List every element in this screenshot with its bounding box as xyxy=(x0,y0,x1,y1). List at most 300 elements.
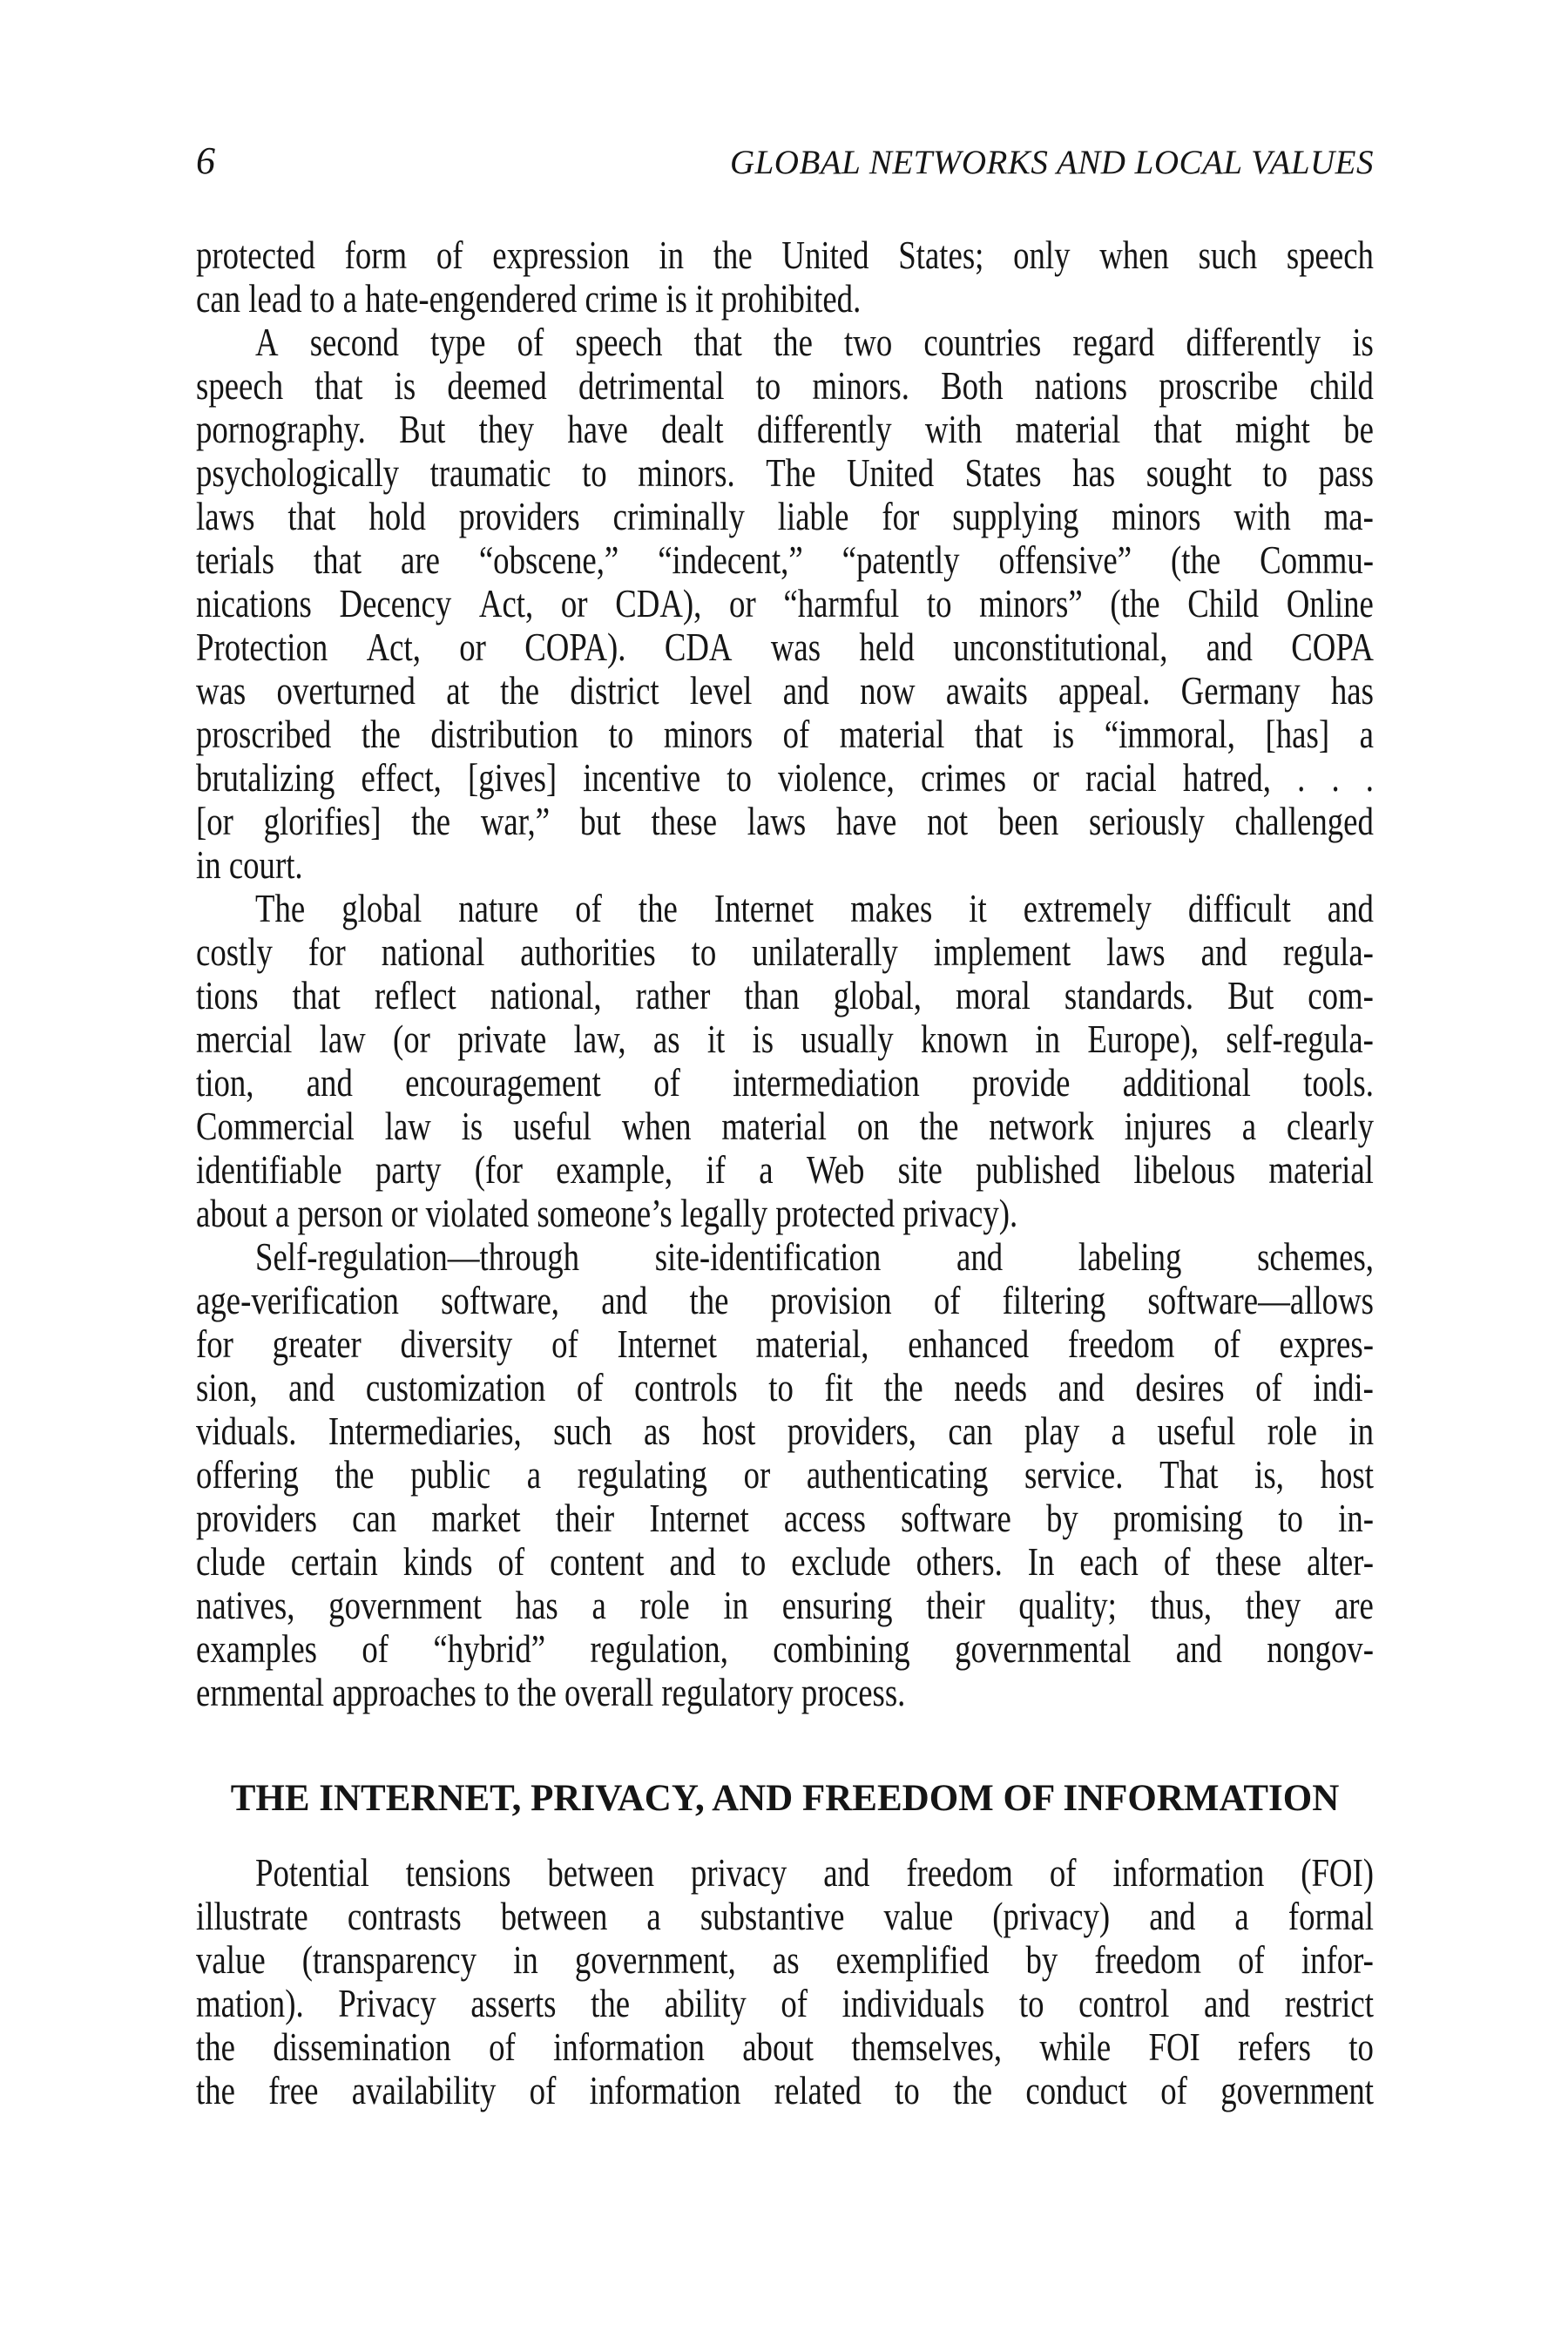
word: pornography. xyxy=(196,407,366,451)
word: useful xyxy=(1157,1409,1236,1453)
word: and xyxy=(823,1850,870,1895)
word: clude xyxy=(196,1539,266,1584)
word: criminally xyxy=(612,494,745,538)
word: regulation, xyxy=(590,1626,728,1671)
word: is, xyxy=(1254,1452,1284,1497)
word: and xyxy=(1175,1626,1222,1671)
text-line xyxy=(196,2025,1374,2069)
word: can xyxy=(352,1496,397,1540)
word: speech xyxy=(1286,233,1374,277)
word: conduct xyxy=(1025,2068,1127,2112)
text-line xyxy=(196,233,1374,277)
word: libelous xyxy=(1133,1147,1236,1192)
word: a xyxy=(526,1452,542,1497)
word: United xyxy=(781,233,869,277)
word: material, xyxy=(755,1321,869,1366)
word: Germany xyxy=(1180,668,1301,713)
word: Both xyxy=(941,363,1004,408)
word: themselves, xyxy=(851,2024,1003,2069)
paragraph xyxy=(196,233,1374,321)
word: war,” xyxy=(480,799,551,843)
word: that xyxy=(974,712,1024,756)
word: Europe), xyxy=(1087,1017,1200,1061)
word: related xyxy=(774,2068,862,2112)
text-line xyxy=(196,756,1374,800)
word: or xyxy=(1032,755,1059,800)
word: and xyxy=(1327,886,1374,930)
word: implement xyxy=(933,929,1071,974)
word: “obscene,” xyxy=(478,537,619,582)
word: In xyxy=(1027,1539,1055,1584)
word: the xyxy=(591,1981,631,2025)
word: speech xyxy=(196,363,284,408)
word: age-verification xyxy=(196,1278,399,1322)
word: and xyxy=(1204,1981,1251,2025)
word: challenged xyxy=(1234,799,1374,843)
word: known xyxy=(920,1017,1009,1061)
word: . xyxy=(1297,755,1306,800)
word: and xyxy=(288,1365,335,1409)
word: is xyxy=(461,1104,483,1148)
word: incentive xyxy=(583,755,701,800)
word: Act, xyxy=(366,625,421,669)
word: indi- xyxy=(1313,1365,1374,1409)
word: promising xyxy=(1112,1496,1244,1540)
word: regard xyxy=(1072,320,1155,364)
word: labeling xyxy=(1078,1234,1182,1279)
word: unconstitutional, xyxy=(953,625,1168,669)
word: offering xyxy=(196,1452,299,1497)
paragraph xyxy=(196,1851,1374,2112)
word: Protection xyxy=(196,625,328,669)
word: countries xyxy=(923,320,1042,364)
word: government xyxy=(1220,2068,1374,2112)
word: and xyxy=(782,668,829,713)
word: expres- xyxy=(1279,1321,1374,1366)
word: and xyxy=(1058,1365,1105,1409)
word: But xyxy=(399,407,446,451)
text-line xyxy=(196,321,1374,364)
word: COPA). xyxy=(524,625,626,669)
word: Commu- xyxy=(1260,537,1374,582)
word: thus, xyxy=(1150,1583,1213,1627)
word: Act, xyxy=(478,581,534,625)
word: natives, xyxy=(196,1583,295,1627)
running-title: GLOBAL NETWORKS AND LOCAL VALUES xyxy=(729,144,1374,181)
word: district xyxy=(570,668,659,713)
word: second xyxy=(309,320,399,364)
word: to xyxy=(608,712,634,756)
word: in- xyxy=(1338,1496,1374,1540)
text-line xyxy=(196,1627,1374,1671)
word: formal xyxy=(1288,1894,1374,1938)
word: by xyxy=(1045,1496,1078,1540)
word: information xyxy=(553,2024,705,2069)
word: of xyxy=(781,1981,808,2025)
word: the xyxy=(883,1365,923,1409)
word: laws xyxy=(1106,929,1166,974)
word: of xyxy=(653,1060,680,1105)
word: nongov- xyxy=(1267,1626,1374,1671)
word: tensions xyxy=(405,1850,511,1895)
word: software—allows xyxy=(1147,1278,1374,1322)
word: standards. xyxy=(1064,973,1194,1017)
word: sion, xyxy=(196,1365,258,1409)
word: to xyxy=(1348,2024,1374,2069)
word: they xyxy=(1245,1583,1301,1627)
word: of xyxy=(436,233,463,277)
word: material xyxy=(721,1104,827,1148)
word: That xyxy=(1159,1452,1219,1497)
text-line xyxy=(196,495,1374,538)
word: Web xyxy=(806,1147,865,1192)
word: provide xyxy=(972,1060,1071,1105)
word: as xyxy=(643,1409,671,1453)
word: national xyxy=(381,929,485,974)
word: as xyxy=(652,1017,680,1061)
word: tools. xyxy=(1303,1060,1374,1105)
word: combining xyxy=(773,1626,910,1671)
word: in xyxy=(513,1937,538,1982)
word: the xyxy=(196,2024,235,2069)
word: while xyxy=(1039,2024,1112,2069)
word: or xyxy=(743,1452,771,1497)
word: providers xyxy=(196,1496,317,1540)
word: might xyxy=(1235,407,1310,451)
word: be xyxy=(1343,407,1374,451)
word: difficult xyxy=(1187,886,1291,930)
word: self-regula- xyxy=(1226,1017,1374,1061)
word: costly xyxy=(196,929,273,974)
word: providers xyxy=(458,494,580,538)
word: the xyxy=(689,1278,729,1322)
word: only xyxy=(1013,233,1071,277)
word: to xyxy=(895,2068,920,2112)
word: differently xyxy=(1186,320,1321,364)
word: between xyxy=(547,1850,654,1895)
text-line xyxy=(196,713,1374,756)
text-line xyxy=(196,887,1374,930)
word: is xyxy=(752,1017,774,1061)
word: a xyxy=(646,1894,661,1938)
word: the xyxy=(773,320,813,364)
word: law, xyxy=(573,1017,626,1061)
word: availability xyxy=(351,2068,497,2112)
word: customization xyxy=(365,1365,546,1409)
word: minors. xyxy=(812,363,909,408)
word: (the xyxy=(1110,581,1160,625)
word: and xyxy=(1149,1894,1196,1938)
word: law xyxy=(319,1017,366,1061)
word: But xyxy=(1227,973,1274,1017)
text-line xyxy=(196,1540,1374,1584)
word: information xyxy=(589,2068,741,2112)
word: States xyxy=(964,450,1042,495)
word: the xyxy=(638,886,678,930)
word: of xyxy=(1160,2068,1187,2112)
word: to xyxy=(691,929,717,974)
word: infor- xyxy=(1301,1937,1374,1982)
word: and xyxy=(956,1234,1004,1279)
word: is xyxy=(394,363,416,408)
word: Decency xyxy=(339,581,452,625)
word: Potential xyxy=(255,1850,369,1895)
word: proscribed xyxy=(196,712,332,756)
word: these xyxy=(651,799,718,843)
word: pass xyxy=(1318,450,1374,495)
word: usually xyxy=(801,1017,894,1061)
word: of xyxy=(1049,1850,1077,1895)
page-body xyxy=(196,233,1374,2112)
word: or xyxy=(459,625,486,669)
word: that xyxy=(693,320,742,364)
word: violence, xyxy=(778,755,895,800)
word: the xyxy=(361,712,401,756)
word: A xyxy=(255,320,279,364)
word: laws xyxy=(747,799,807,843)
word: [or xyxy=(196,799,233,843)
word: host xyxy=(702,1409,756,1453)
text-line xyxy=(196,1366,1374,1409)
word: nations xyxy=(1034,363,1128,408)
word: freedom xyxy=(1067,1321,1175,1366)
word: protected xyxy=(196,233,315,277)
word: schemes, xyxy=(1257,1234,1374,1279)
word: law xyxy=(384,1104,431,1148)
word: by xyxy=(1025,1937,1058,1982)
word: providers, xyxy=(787,1409,916,1453)
text-line: in court. xyxy=(196,842,303,887)
text-line xyxy=(196,538,1374,582)
word: of xyxy=(575,886,602,930)
word: and xyxy=(306,1060,353,1105)
word: clearly xyxy=(1286,1104,1374,1148)
word: are xyxy=(1334,1583,1374,1627)
word: free xyxy=(268,2068,319,2112)
text-line xyxy=(196,1584,1374,1627)
word: a xyxy=(1111,1409,1125,1453)
word: of xyxy=(1163,1539,1191,1584)
word: differently xyxy=(756,407,892,451)
word: nications xyxy=(196,581,312,625)
word: a xyxy=(1241,1104,1257,1148)
word: unilaterally xyxy=(752,929,898,974)
word: of xyxy=(517,320,544,364)
word: the xyxy=(335,1452,375,1497)
word: illustrate xyxy=(196,1894,308,1938)
word: injures xyxy=(1124,1104,1212,1148)
word: (transparency xyxy=(301,1937,477,1982)
word: has xyxy=(515,1583,558,1627)
text-line xyxy=(196,1061,1374,1105)
word: global xyxy=(341,886,422,930)
word: Privacy xyxy=(338,1981,436,2025)
word: has xyxy=(1330,668,1374,713)
word: freedom xyxy=(906,1850,1013,1895)
word: to xyxy=(582,450,607,495)
word: or xyxy=(729,581,756,625)
word: level xyxy=(689,668,753,713)
word: example, xyxy=(556,1147,673,1192)
word: to xyxy=(740,1539,767,1584)
word: material xyxy=(839,712,945,756)
word: ensuring xyxy=(781,1583,893,1627)
section-heading: THE INTERNET, PRIVACY, AND FREEDOM OF INFORMATION xyxy=(230,1778,1340,1819)
word: material xyxy=(1268,1147,1374,1192)
word: individuals xyxy=(841,1981,985,2025)
word: about xyxy=(742,2024,814,2069)
word: site-identification xyxy=(654,1234,882,1279)
word: role xyxy=(1267,1409,1317,1453)
word: not xyxy=(927,799,969,843)
word: minors. xyxy=(638,450,735,495)
word: racial xyxy=(1085,755,1157,800)
word: in xyxy=(1035,1017,1061,1061)
word: sought xyxy=(1146,450,1232,495)
word: such xyxy=(1198,233,1258,277)
text-line xyxy=(196,1235,1374,1279)
word: for xyxy=(196,1321,233,1366)
word: software, xyxy=(441,1278,560,1322)
word: psychologically xyxy=(196,450,400,495)
word: national, xyxy=(490,973,602,1017)
word: of xyxy=(1255,1365,1282,1409)
word: been xyxy=(997,799,1059,843)
word: to xyxy=(1278,1496,1303,1540)
word: party xyxy=(375,1147,442,1192)
word: and xyxy=(1200,929,1247,974)
word: government, xyxy=(574,1937,736,1982)
text-line xyxy=(196,1982,1374,2025)
word: the xyxy=(196,2068,235,2112)
word: play xyxy=(1024,1409,1080,1453)
word: (FOI) xyxy=(1301,1850,1374,1895)
word: effect, xyxy=(361,755,442,800)
word: Intermediaries, xyxy=(328,1409,522,1453)
word: . xyxy=(1331,755,1340,800)
word: distribution xyxy=(430,712,579,756)
word: that xyxy=(287,494,336,538)
word: of xyxy=(1213,1321,1240,1366)
text-line xyxy=(196,582,1374,625)
word: two xyxy=(844,320,893,364)
word: it xyxy=(706,1017,726,1061)
text-line xyxy=(196,1497,1374,1540)
word: a xyxy=(1234,1894,1249,1938)
word: the xyxy=(713,233,753,277)
word: that xyxy=(292,973,341,1017)
word: published xyxy=(976,1147,1101,1192)
word: type xyxy=(430,320,486,364)
word: child xyxy=(1309,363,1374,408)
word: governmental xyxy=(955,1626,1132,1671)
word: “hybrid” xyxy=(433,1626,546,1671)
word: of xyxy=(362,1626,389,1671)
word: between xyxy=(500,1894,608,1938)
word: terials xyxy=(196,537,274,582)
word: and xyxy=(669,1539,716,1584)
word: speech xyxy=(575,320,663,364)
word: information xyxy=(1112,1850,1265,1895)
text-line: ernmental approaches to the overall regulatory process. xyxy=(196,1670,906,1714)
word: public xyxy=(410,1452,491,1497)
word: deemed xyxy=(447,363,547,408)
word: control xyxy=(1078,1981,1170,2025)
word: of xyxy=(551,1321,578,1366)
page-header xyxy=(196,139,1374,185)
word: of xyxy=(576,1365,604,1409)
word: enhanced xyxy=(908,1321,1030,1366)
word: freedom xyxy=(1094,1937,1201,1982)
word: offensive” xyxy=(998,537,1132,582)
word: dealt xyxy=(661,407,724,451)
word: at xyxy=(446,668,470,713)
word: it xyxy=(969,886,987,930)
word: have xyxy=(567,407,628,451)
word: exclude xyxy=(791,1539,891,1584)
word: has xyxy=(1072,450,1116,495)
text-line: can lead to a hate-engendered crime is it prohibited. xyxy=(196,276,862,321)
word: such xyxy=(553,1409,612,1453)
word: proscribe xyxy=(1159,363,1279,408)
word: network xyxy=(989,1104,1094,1148)
text-line xyxy=(196,1322,1374,1366)
word: controls xyxy=(634,1365,738,1409)
word: minors xyxy=(663,712,754,756)
text-line xyxy=(196,364,1374,408)
word: seriously xyxy=(1088,799,1205,843)
word: (privacy) xyxy=(992,1894,1111,1938)
word: United xyxy=(846,450,935,495)
word: “harmful xyxy=(783,581,900,625)
word: substantive xyxy=(700,1894,845,1938)
word: the xyxy=(919,1104,959,1148)
text-line xyxy=(196,625,1374,669)
word: CDA), xyxy=(615,581,702,625)
word: fit xyxy=(824,1365,854,1409)
word: [gives] xyxy=(467,755,558,800)
word: to xyxy=(1262,450,1288,495)
text-line xyxy=(196,1851,1374,1895)
word: software xyxy=(901,1496,1011,1540)
text-line xyxy=(196,1895,1374,1938)
word: exemplified xyxy=(835,1937,990,1982)
word: filtering xyxy=(1002,1278,1106,1322)
word: extremely xyxy=(1023,886,1152,930)
word: to xyxy=(1018,1981,1044,2025)
word: supplying xyxy=(952,494,1079,538)
word: have xyxy=(835,799,897,843)
word: COPA xyxy=(1291,625,1374,669)
word: Internet xyxy=(617,1321,717,1366)
word: others. xyxy=(916,1539,1003,1584)
word: private xyxy=(457,1017,547,1061)
word: host xyxy=(1320,1452,1374,1497)
word: held xyxy=(859,625,915,669)
word: that xyxy=(313,537,362,582)
word: the xyxy=(953,2068,993,2112)
word: needs xyxy=(954,1365,1028,1409)
word: Internet xyxy=(713,886,814,930)
word: ma- xyxy=(1323,494,1374,538)
word: “indecent,” xyxy=(658,537,803,582)
text-line: about a person or violated someone’s legally protected privacy). xyxy=(196,1191,1018,1235)
word: to xyxy=(768,1365,794,1409)
word: greater xyxy=(272,1321,362,1366)
word: content xyxy=(550,1539,645,1584)
word: refers xyxy=(1238,2024,1311,2069)
word: makes xyxy=(850,886,933,930)
